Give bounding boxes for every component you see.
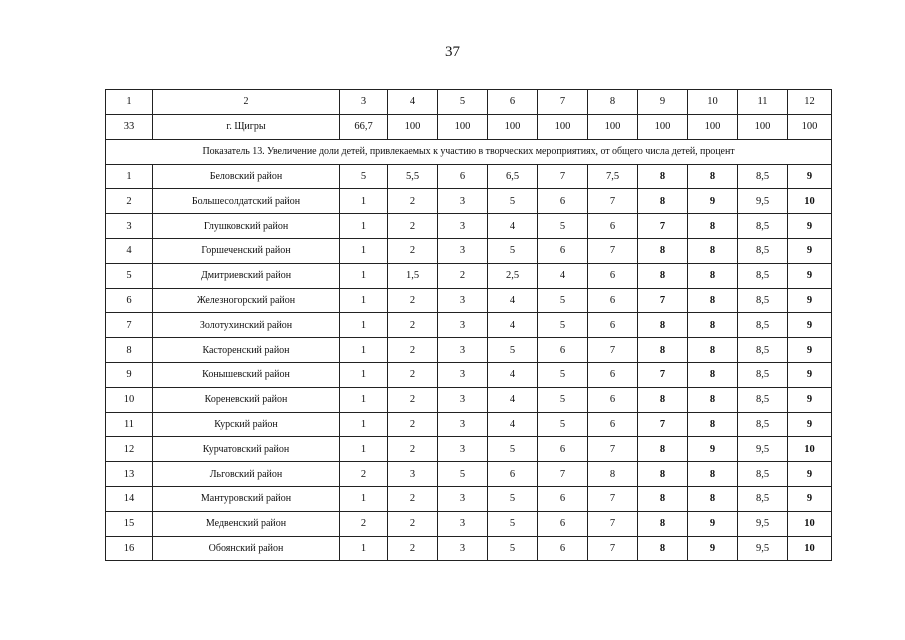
value-cell-col-9: 7 (638, 214, 688, 239)
value-cell-col-5: 3 (438, 511, 488, 536)
value-cell-col-12: 10 (788, 189, 832, 214)
value-cell-col-8: 7 (588, 338, 638, 363)
value-cell-col-9: 8 (638, 511, 688, 536)
value-cell-col-12: 9 (788, 288, 832, 313)
value-cell-col-3: 1 (340, 238, 388, 263)
table-row (106, 462, 832, 487)
value-cell-col-3: 1 (340, 313, 388, 338)
value-cell-col-12: 9 (788, 362, 832, 387)
value-cell-col-11: 9,5 (738, 511, 788, 536)
value-cell-col-10: 8 (688, 387, 738, 412)
value-cell-col-6: 6 (488, 90, 538, 115)
table-row (106, 338, 832, 363)
value-cell-col-12: 9 (788, 387, 832, 412)
value-cell-col-8: 7 (588, 536, 638, 561)
district-name-cell: Большесолдатский район (153, 189, 340, 214)
value-cell-col-9: 8 (638, 189, 688, 214)
indicator-table (105, 89, 832, 561)
value-cell-col-12: 10 (788, 511, 832, 536)
value-cell-col-6: 5 (488, 511, 538, 536)
table-row (106, 387, 832, 412)
value-cell-col-7: 5 (538, 362, 588, 387)
value-cell-col-4: 1,5 (388, 263, 438, 288)
value-cell-col-11: 9,5 (738, 536, 788, 561)
value-cell-col-9: 7 (638, 362, 688, 387)
value-cell-col-5: 3 (438, 338, 488, 363)
value-cell-col-5: 3 (438, 437, 488, 462)
value-cell-col-4: 5,5 (388, 164, 438, 189)
value-cell-col-7: 7 (538, 462, 588, 487)
value-cell-col-12: 9 (788, 462, 832, 487)
row-number-cell: 16 (106, 536, 153, 561)
district-name-cell: г. Щигры (153, 114, 340, 139)
value-cell-col-9: 8 (638, 387, 688, 412)
value-cell-col-12: 10 (788, 536, 832, 561)
value-cell-col-5: 5 (438, 462, 488, 487)
district-name-cell: Горшеченский район (153, 238, 340, 263)
row-number-cell: 11 (106, 412, 153, 437)
value-cell-col-9: 8 (638, 437, 688, 462)
section-title: Показатель 13. Увеличение доли детей, привлекаемых к участию в творческих мероприятиях, от общего числа детей, процент (106, 139, 832, 164)
value-cell-col-10: 8 (688, 486, 738, 511)
value-cell-col-11: 8,5 (738, 412, 788, 437)
value-cell-col-4: 2 (388, 511, 438, 536)
table-row (106, 214, 832, 239)
district-name-cell: Конышевский район (153, 362, 340, 387)
value-cell-col-7: 6 (538, 536, 588, 561)
value-cell-col-11: 100 (738, 114, 788, 139)
value-cell-col-8: 6 (588, 412, 638, 437)
table-row (106, 437, 832, 462)
value-cell-col-3: 1 (340, 214, 388, 239)
value-cell-col-7: 5 (538, 288, 588, 313)
value-cell-col-8: 7,5 (588, 164, 638, 189)
value-cell-col-11: 8,5 (738, 462, 788, 487)
value-cell-col-8: 6 (588, 288, 638, 313)
table-row (106, 164, 832, 189)
value-cell-col-8: 6 (588, 313, 638, 338)
row-number-cell: 1 (106, 90, 153, 115)
value-cell-col-5: 3 (438, 387, 488, 412)
value-cell-col-12: 9 (788, 164, 832, 189)
value-cell-col-11: 8,5 (738, 486, 788, 511)
value-cell-col-4: 2 (388, 362, 438, 387)
value-cell-col-6: 4 (488, 362, 538, 387)
value-cell-col-7: 6 (538, 437, 588, 462)
value-cell-col-10: 8 (688, 263, 738, 288)
value-cell-col-5: 3 (438, 486, 488, 511)
value-cell-col-5: 3 (438, 214, 488, 239)
value-cell-col-11: 8,5 (738, 338, 788, 363)
value-cell-col-8: 7 (588, 511, 638, 536)
value-cell-col-11: 9,5 (738, 437, 788, 462)
value-cell-col-3: 5 (340, 164, 388, 189)
value-cell-col-3: 1 (340, 437, 388, 462)
value-cell-col-9: 7 (638, 412, 688, 437)
value-cell-col-12: 12 (788, 90, 832, 115)
value-cell-col-9: 8 (638, 313, 688, 338)
value-cell-col-8: 8 (588, 462, 638, 487)
value-cell-col-6: 4 (488, 387, 538, 412)
value-cell-col-10: 8 (688, 164, 738, 189)
value-cell-col-9: 8 (638, 338, 688, 363)
value-cell-col-5: 3 (438, 238, 488, 263)
page-number: 37 (445, 44, 460, 60)
value-cell-col-10: 9 (688, 189, 738, 214)
value-cell-col-11: 11 (738, 90, 788, 115)
value-cell-col-4: 3 (388, 462, 438, 487)
value-cell-col-3: 1 (340, 362, 388, 387)
row-number-cell: 15 (106, 511, 153, 536)
value-cell-col-10: 8 (688, 462, 738, 487)
value-cell-col-6: 100 (488, 114, 538, 139)
value-cell-col-10: 8 (688, 288, 738, 313)
value-cell-col-3: 1 (340, 189, 388, 214)
row-number-cell: 10 (106, 387, 153, 412)
value-cell-col-4: 2 (388, 189, 438, 214)
value-cell-col-9: 8 (638, 238, 688, 263)
value-cell-col-7: 7 (538, 164, 588, 189)
value-cell-col-8: 6 (588, 214, 638, 239)
district-name-cell: Льговский район (153, 462, 340, 487)
value-cell-col-11: 8,5 (738, 263, 788, 288)
value-cell-col-10: 8 (688, 412, 738, 437)
value-cell-col-8: 7 (588, 189, 638, 214)
row-number-cell: 1 (106, 164, 153, 189)
value-cell-col-3: 1 (340, 387, 388, 412)
table-row (106, 263, 832, 288)
value-cell-col-12: 100 (788, 114, 832, 139)
value-cell-col-8: 6 (588, 362, 638, 387)
table-row (106, 412, 832, 437)
value-cell-col-4: 2 (388, 536, 438, 561)
value-cell-col-8: 6 (588, 263, 638, 288)
district-name-cell: Обоянский район (153, 536, 340, 561)
row-number-cell: 12 (106, 437, 153, 462)
value-cell-col-6: 2,5 (488, 263, 538, 288)
value-cell-col-6: 5 (488, 486, 538, 511)
district-name-cell: Глушковский район (153, 214, 340, 239)
value-cell-col-10: 8 (688, 338, 738, 363)
value-cell-col-6: 5 (488, 189, 538, 214)
value-cell-col-10: 8 (688, 238, 738, 263)
value-cell-col-9: 100 (638, 114, 688, 139)
row-number-cell: 3 (106, 214, 153, 239)
row-number-cell: 13 (106, 462, 153, 487)
column-number-row (106, 90, 832, 115)
value-cell-col-4: 100 (388, 114, 438, 139)
value-cell-col-3: 1 (340, 486, 388, 511)
value-cell-col-11: 8,5 (738, 214, 788, 239)
value-cell-col-6: 5 (488, 338, 538, 363)
value-cell-col-4: 2 (388, 486, 438, 511)
value-cell-col-9: 7 (638, 288, 688, 313)
value-cell-col-4: 2 (388, 288, 438, 313)
value-cell-col-7: 5 (538, 313, 588, 338)
value-cell-col-6: 4 (488, 412, 538, 437)
value-cell-col-12: 9 (788, 313, 832, 338)
district-name-cell: 2 (153, 90, 340, 115)
table-row (106, 511, 832, 536)
value-cell-col-7: 6 (538, 189, 588, 214)
value-cell-col-8: 100 (588, 114, 638, 139)
value-cell-col-11: 8,5 (738, 288, 788, 313)
district-name-cell: Кореневский район (153, 387, 340, 412)
value-cell-col-11: 8,5 (738, 164, 788, 189)
value-cell-col-4: 2 (388, 437, 438, 462)
value-cell-col-9: 8 (638, 486, 688, 511)
value-cell-col-11: 8,5 (738, 362, 788, 387)
value-cell-col-5: 2 (438, 263, 488, 288)
district-name-cell: Курский район (153, 412, 340, 437)
value-cell-col-7: 7 (538, 90, 588, 115)
row-number-cell: 2 (106, 189, 153, 214)
value-cell-col-7: 4 (538, 263, 588, 288)
value-cell-col-3: 2 (340, 511, 388, 536)
table-row (106, 288, 832, 313)
district-name-cell: Медвенский район (153, 511, 340, 536)
value-cell-col-5: 3 (438, 362, 488, 387)
value-cell-col-11: 8,5 (738, 238, 788, 263)
value-cell-col-3: 3 (340, 90, 388, 115)
table-row (106, 114, 832, 139)
district-name-cell: Железногорский район (153, 288, 340, 313)
value-cell-col-6: 5 (488, 536, 538, 561)
value-cell-col-10: 8 (688, 214, 738, 239)
value-cell-col-6: 6 (488, 462, 538, 487)
value-cell-col-5: 3 (438, 189, 488, 214)
value-cell-col-4: 2 (388, 338, 438, 363)
value-cell-col-9: 8 (638, 462, 688, 487)
value-cell-col-12: 9 (788, 214, 832, 239)
value-cell-col-3: 1 (340, 338, 388, 363)
row-number-cell: 33 (106, 114, 153, 139)
row-number-cell: 4 (106, 238, 153, 263)
value-cell-col-5: 100 (438, 114, 488, 139)
value-cell-col-7: 6 (538, 338, 588, 363)
value-cell-col-3: 1 (340, 288, 388, 313)
value-cell-col-8: 8 (588, 90, 638, 115)
value-cell-col-12: 9 (788, 238, 832, 263)
value-cell-col-10: 9 (688, 437, 738, 462)
value-cell-col-6: 4 (488, 313, 538, 338)
value-cell-col-7: 5 (538, 387, 588, 412)
district-name-cell: Золотухинский район (153, 313, 340, 338)
value-cell-col-7: 6 (538, 486, 588, 511)
value-cell-col-8: 7 (588, 486, 638, 511)
table-row (106, 238, 832, 263)
district-name-cell: Дмитриевский район (153, 263, 340, 288)
table-row (106, 536, 832, 561)
value-cell-col-6: 5 (488, 238, 538, 263)
value-cell-col-6: 6,5 (488, 164, 538, 189)
value-cell-col-7: 6 (538, 511, 588, 536)
value-cell-col-10: 9 (688, 536, 738, 561)
value-cell-col-7: 5 (538, 214, 588, 239)
value-cell-col-11: 8,5 (738, 313, 788, 338)
value-cell-col-5: 3 (438, 536, 488, 561)
row-number-cell: 8 (106, 338, 153, 363)
district-name-cell: Мантуровский район (153, 486, 340, 511)
value-cell-col-10: 8 (688, 362, 738, 387)
value-cell-col-10: 100 (688, 114, 738, 139)
table-row (106, 189, 832, 214)
table-row (106, 362, 832, 387)
district-name-cell: Беловский район (153, 164, 340, 189)
value-cell-col-3: 1 (340, 263, 388, 288)
value-cell-col-4: 4 (388, 90, 438, 115)
value-cell-col-10: 9 (688, 511, 738, 536)
value-cell-col-6: 5 (488, 437, 538, 462)
district-name-cell: Касторенский район (153, 338, 340, 363)
row-number-cell: 7 (106, 313, 153, 338)
value-cell-col-7: 6 (538, 238, 588, 263)
value-cell-col-6: 4 (488, 288, 538, 313)
value-cell-col-3: 66,7 (340, 114, 388, 139)
value-cell-col-5: 6 (438, 164, 488, 189)
value-cell-col-6: 4 (488, 214, 538, 239)
value-cell-col-3: 2 (340, 462, 388, 487)
table-row (106, 486, 832, 511)
row-number-cell: 5 (106, 263, 153, 288)
value-cell-col-10: 8 (688, 313, 738, 338)
value-cell-col-4: 2 (388, 214, 438, 239)
value-cell-col-10: 10 (688, 90, 738, 115)
value-cell-col-5: 3 (438, 313, 488, 338)
value-cell-col-8: 6 (588, 387, 638, 412)
value-cell-col-12: 9 (788, 338, 832, 363)
section-header-row (106, 139, 832, 164)
value-cell-col-4: 2 (388, 238, 438, 263)
value-cell-col-9: 8 (638, 536, 688, 561)
value-cell-col-4: 2 (388, 313, 438, 338)
value-cell-col-4: 2 (388, 412, 438, 437)
value-cell-col-5: 5 (438, 90, 488, 115)
district-name-cell: Курчатовский район (153, 437, 340, 462)
value-cell-col-12: 9 (788, 412, 832, 437)
value-cell-col-12: 10 (788, 437, 832, 462)
value-cell-col-11: 9,5 (738, 189, 788, 214)
value-cell-col-3: 1 (340, 412, 388, 437)
row-number-cell: 14 (106, 486, 153, 511)
value-cell-col-7: 5 (538, 412, 588, 437)
value-cell-col-8: 7 (588, 437, 638, 462)
value-cell-col-9: 8 (638, 263, 688, 288)
row-number-cell: 6 (106, 288, 153, 313)
value-cell-col-5: 3 (438, 412, 488, 437)
value-cell-col-7: 100 (538, 114, 588, 139)
value-cell-col-11: 8,5 (738, 387, 788, 412)
table-row (106, 313, 832, 338)
value-cell-col-5: 3 (438, 288, 488, 313)
value-cell-col-9: 9 (638, 90, 688, 115)
value-cell-col-12: 9 (788, 486, 832, 511)
value-cell-col-12: 9 (788, 263, 832, 288)
value-cell-col-8: 7 (588, 238, 638, 263)
value-cell-col-4: 2 (388, 387, 438, 412)
value-cell-col-9: 8 (638, 164, 688, 189)
value-cell-col-3: 1 (340, 536, 388, 561)
row-number-cell: 9 (106, 362, 153, 387)
